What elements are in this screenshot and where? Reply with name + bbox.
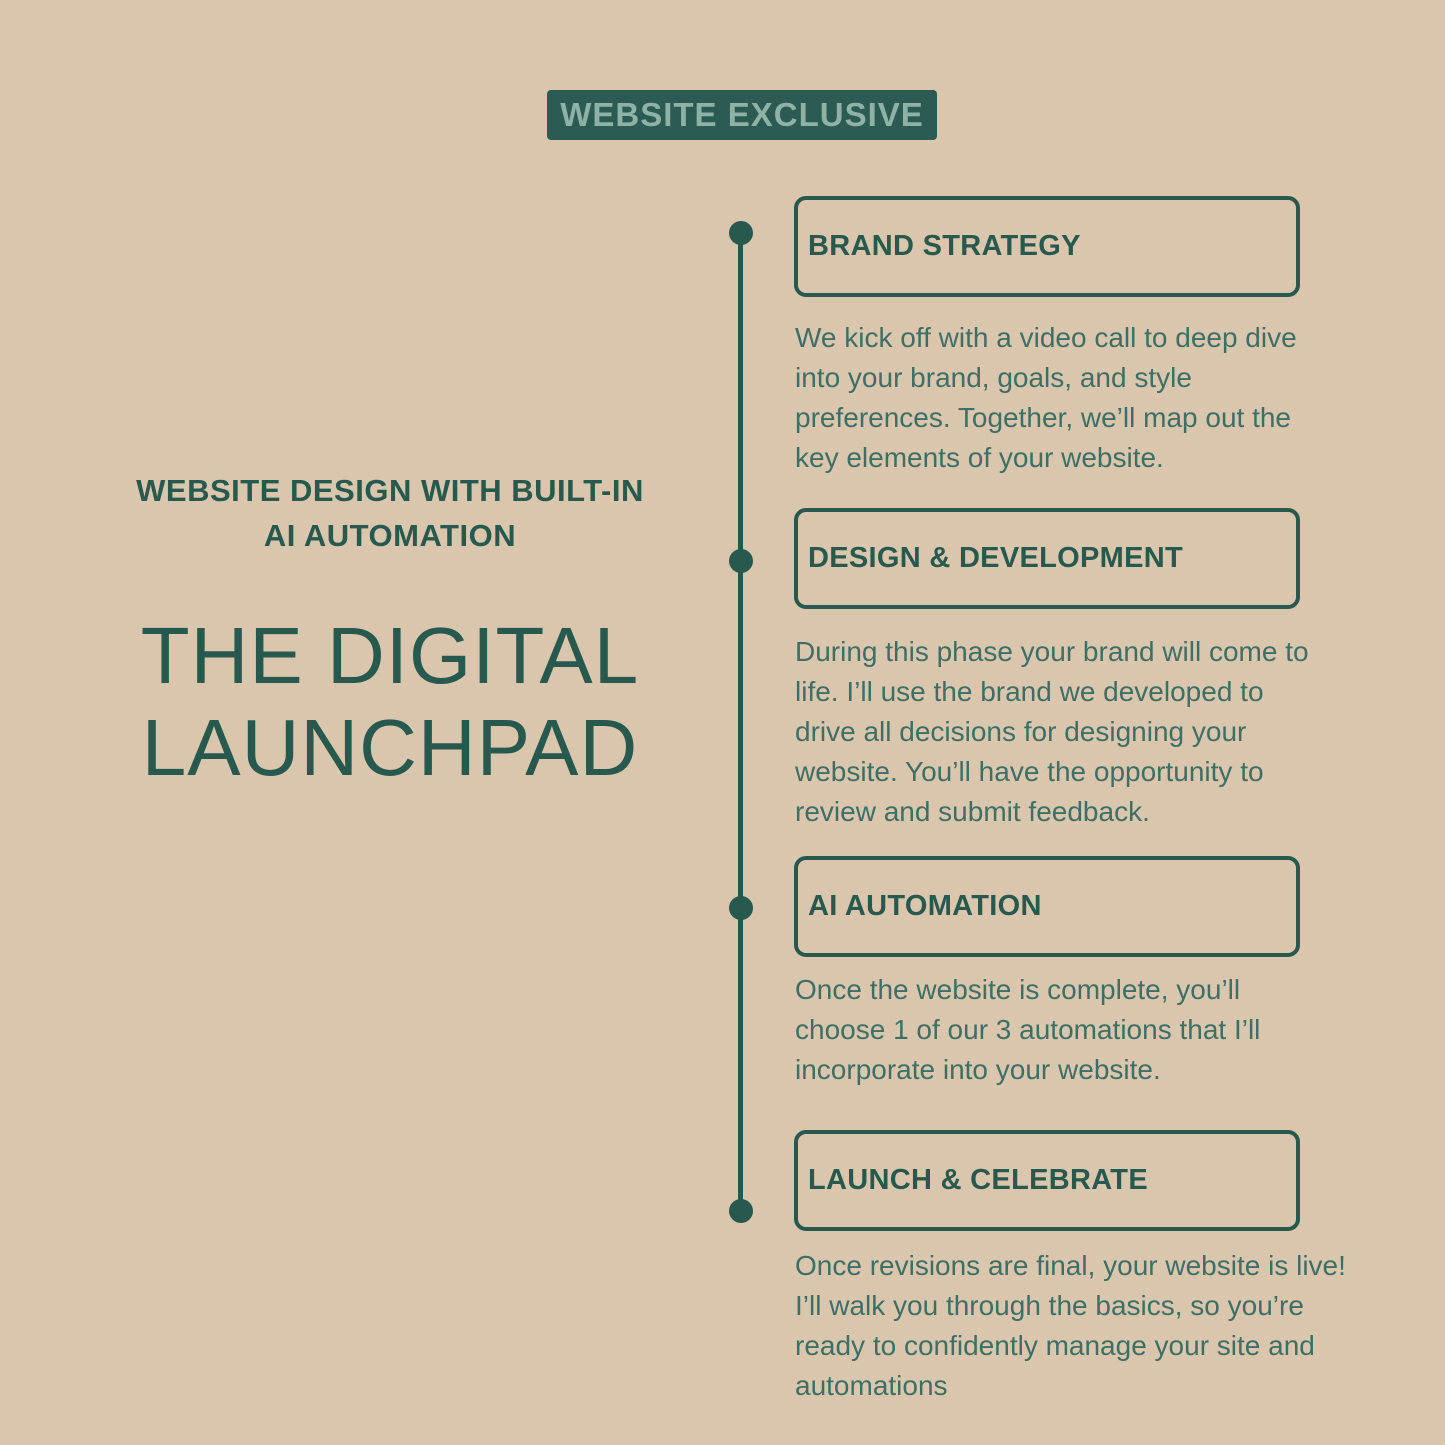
step-description: We kick off with a video call to deep dive into your brand, goals, and style preferences. Together, we’ll map out the key elements of your website. — [795, 322, 1297, 473]
title-line-1: THE DIGITAL — [140, 611, 640, 700]
step-box-launch-celebrate — [794, 1130, 1300, 1231]
page-title — [95, 610, 685, 794]
timeline-dot-2 — [729, 549, 753, 573]
step-title: AI AUTOMATION — [808, 890, 1042, 922]
timeline-dot-3 — [729, 896, 753, 920]
intro-block — [95, 468, 685, 794]
step-description: Once the website is complete, you’ll choose 1 of our 3 automations that I’ll incorporate into your website. — [795, 974, 1261, 1085]
step-box-design-development — [794, 508, 1300, 609]
subtitle-line-1: WEBSITE DESIGN WITH BUILT-IN — [136, 473, 644, 508]
timeline-dot-4 — [729, 1199, 753, 1223]
timeline-line — [738, 233, 743, 1211]
step-box-ai-automation — [794, 856, 1300, 957]
subtitle-line-2: AI AUTOMATION — [263, 518, 517, 553]
website-exclusive-badge: WEBSITE EXCLUSIVE — [547, 90, 937, 140]
subtitle — [95, 468, 685, 558]
step-description: Once revisions are final, your website is live! I’ll walk you through the basics, so you’re ready to confidently manage your site and automations — [795, 1250, 1346, 1401]
timeline-dot-1 — [729, 221, 753, 245]
title-line-2: LAUNCHPAD — [141, 703, 639, 792]
step-title: LAUNCH & CELEBRATE — [808, 1164, 1148, 1196]
step-title: BRAND STRATEGY — [808, 230, 1081, 262]
step-box-brand-strategy — [794, 196, 1300, 297]
step-title: DESIGN & DEVELOPMENT — [808, 542, 1183, 574]
step-description: During this phase your brand will come to life. I’ll use the brand we developed to drive all decisions for designing your website. You’ll have the opportunity to review and submit feedback. — [795, 636, 1309, 827]
